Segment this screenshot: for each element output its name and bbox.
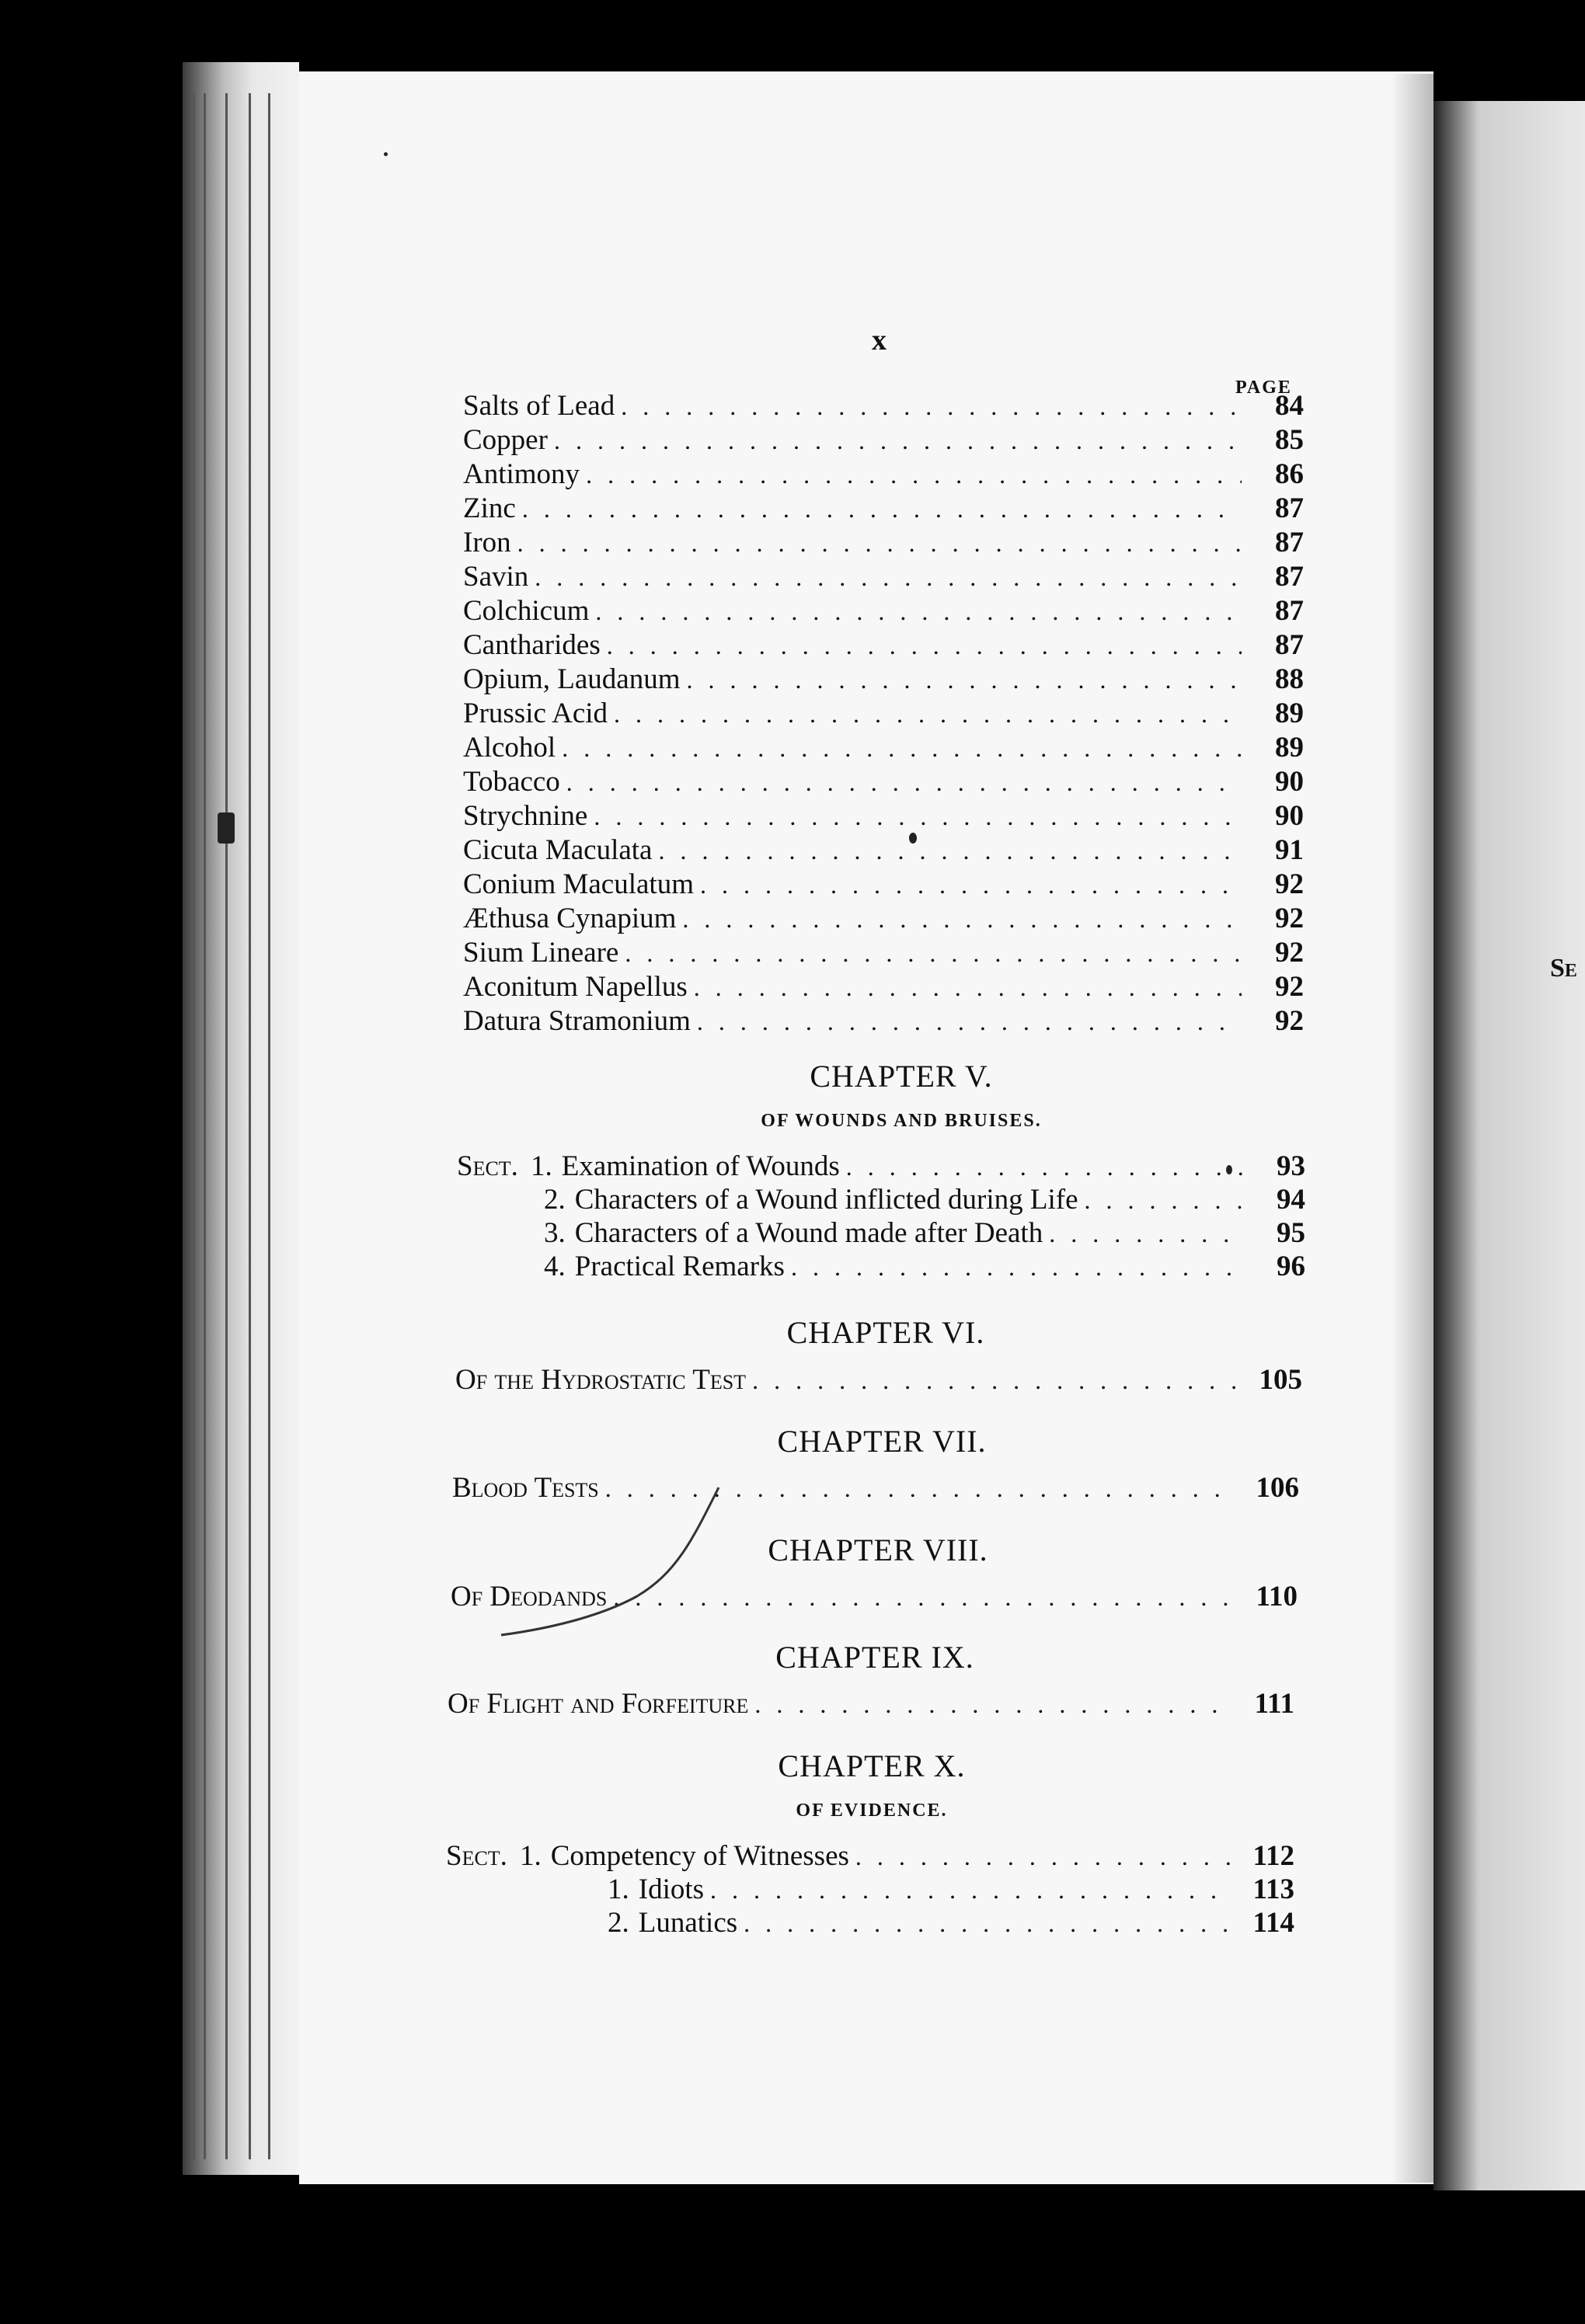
toc-entry-page: 92 — [1275, 971, 1304, 1003]
leader-dots — [754, 1690, 1232, 1719]
section-entry — [544, 1250, 1305, 1284]
leader-dots — [562, 734, 1242, 763]
leader-dots — [595, 597, 1242, 626]
toc-entry-page: 92 — [1275, 868, 1304, 900]
spine-edge-line — [249, 93, 251, 2159]
chapter-entry-label: Of Deodands — [451, 1581, 608, 1613]
chapter-heading: CHAPTER IX. — [775, 1640, 974, 1675]
section-page: 112 — [1252, 1840, 1294, 1872]
section-number: 1. — [530, 1150, 552, 1182]
toc-entry-label: Strychnine — [463, 800, 588, 832]
toc-entry-label: Prussic Acid — [463, 698, 608, 729]
toc-entry — [463, 1004, 1304, 1038]
ink-speck — [218, 812, 235, 844]
toc-entry — [463, 902, 1304, 936]
toc-entry-label: Savin — [463, 561, 529, 593]
leader-dots — [682, 905, 1242, 934]
toc-entry — [463, 731, 1304, 765]
toc-entry-page: 92 — [1275, 937, 1304, 969]
section-prefix: Sect. — [446, 1840, 507, 1872]
toc-entry-label: Zinc — [463, 492, 516, 524]
pen-stroke-line — [501, 1487, 719, 1635]
ink-speck — [1226, 1165, 1232, 1174]
section-number: 2. — [608, 1907, 629, 1939]
leader-dots — [607, 631, 1242, 660]
leader-dots — [700, 871, 1242, 899]
leader-dots — [658, 837, 1242, 865]
toc-entry — [463, 765, 1304, 799]
toc-entry-label: Alcohol — [463, 732, 556, 764]
leader-dots — [846, 1153, 1243, 1181]
ink-speck — [384, 152, 388, 156]
toc-entry — [463, 526, 1304, 560]
leader-dots — [586, 461, 1242, 489]
pen-stroke-mark — [497, 1480, 730, 1651]
leader-dots — [566, 768, 1242, 797]
page-gutter-shadow — [1391, 74, 1433, 2183]
toc-entry — [463, 628, 1304, 663]
toc-entry — [463, 389, 1304, 423]
ink-speck — [909, 833, 917, 844]
toc-entry-page: 87 — [1275, 527, 1304, 558]
leader-dots — [625, 939, 1242, 968]
chapter-heading: CHAPTER VIII. — [768, 1533, 988, 1567]
section-number: 1. — [519, 1840, 542, 1872]
page-numeral: x — [872, 324, 887, 357]
leader-dots — [710, 1876, 1232, 1905]
toc-entry-page: 89 — [1275, 732, 1304, 764]
leader-dots — [594, 802, 1242, 831]
section-number: 3. — [544, 1217, 566, 1249]
toc-entry-page: 87 — [1275, 595, 1304, 627]
section-page: 113 — [1252, 1873, 1294, 1905]
toc-entry — [463, 697, 1304, 731]
leader-dots — [517, 529, 1242, 558]
leader-dots — [744, 1909, 1232, 1938]
leader-dots — [855, 1842, 1232, 1871]
toc-entry-page: 87 — [1275, 561, 1304, 593]
toc-entry-page: 90 — [1275, 766, 1304, 798]
toc-entry-label: Antimony — [463, 458, 580, 490]
chapter-entry-page: 106 — [1256, 1472, 1299, 1504]
section-page: 94 — [1277, 1184, 1305, 1216]
leader-dots — [614, 700, 1242, 729]
section-number: 4. — [544, 1251, 566, 1282]
chapter-heading: CHAPTER X. — [778, 1748, 966, 1783]
chapter-heading: CHAPTER VII. — [777, 1424, 987, 1459]
toc-entry — [463, 799, 1304, 833]
section-label: Idiots — [638, 1873, 705, 1905]
chapter-entry-page: 105 — [1259, 1364, 1302, 1396]
chapter-entry — [455, 1363, 1302, 1397]
leader-dots — [687, 666, 1242, 694]
section-entry — [457, 1150, 1305, 1184]
toc-entry-page: 88 — [1275, 663, 1304, 695]
toc-entry — [463, 492, 1304, 526]
spine-edge-line — [225, 93, 228, 2159]
chapter-heading: CHAPTER V. — [810, 1059, 993, 1094]
toc-entry-label: Aconitum Napellus — [463, 971, 688, 1003]
leader-dots — [697, 1007, 1242, 1036]
section-label: Lunatics — [638, 1907, 738, 1939]
toc-entry — [463, 457, 1304, 492]
chapter-entry-label: Blood Tests — [452, 1472, 599, 1504]
leader-dots — [791, 1253, 1243, 1282]
toc-entry-page: 92 — [1275, 903, 1304, 934]
chapter-subtitle: OF WOUNDS AND BRUISES. — [761, 1111, 1042, 1131]
chapter-entry-label: Of the Hydrostatic Test — [455, 1364, 747, 1396]
toc-entry-page: 86 — [1275, 458, 1304, 490]
section-number: 2. — [544, 1184, 566, 1216]
spine-edge-line — [268, 93, 270, 2159]
chapter-entry-page: 110 — [1256, 1581, 1298, 1613]
spine-edge-line — [204, 93, 206, 2159]
toc-entry-label: Colchicum — [463, 595, 590, 627]
toc-entry-page: 91 — [1275, 834, 1304, 866]
leader-dots — [1049, 1219, 1243, 1248]
toc-entry-page: 92 — [1275, 1005, 1304, 1037]
leader-dots — [752, 1366, 1240, 1395]
toc-entry-label: Æthusa Cynapium — [463, 903, 677, 934]
toc-entry — [463, 936, 1304, 970]
leader-dots — [554, 426, 1242, 455]
toc-entry — [463, 423, 1304, 457]
toc-entry — [463, 663, 1304, 697]
toc-entry-page: 89 — [1275, 698, 1304, 729]
section-page: 96 — [1277, 1251, 1305, 1282]
toc-entry-label: Tobacco — [463, 766, 560, 798]
facing-page-text: Se — [1550, 954, 1577, 983]
toc-entry-label: Copper — [463, 424, 548, 456]
toc-entry-page: 87 — [1275, 492, 1304, 524]
section-page: 95 — [1277, 1217, 1305, 1249]
leader-dots — [522, 495, 1242, 524]
section-number: 1. — [608, 1873, 629, 1905]
page-column-header: PAGE — [1235, 377, 1292, 398]
section-label: Characters of a Wound inflicted during Life — [574, 1184, 1078, 1216]
section-entry — [608, 1906, 1294, 1940]
spine-edge-line — [193, 93, 195, 2159]
toc-entry-label: Opium, Laudanum — [463, 663, 681, 695]
chapter-subtitle: OF EVIDENCE. — [796, 1800, 948, 1821]
section-entry — [544, 1183, 1305, 1217]
toc-entry — [463, 868, 1304, 902]
leader-dots — [694, 973, 1242, 1002]
book-spine-left — [183, 62, 299, 2175]
section-label: Characters of a Wound made after Death — [574, 1217, 1043, 1249]
section-label: Practical Remarks — [574, 1251, 785, 1282]
section-prefix: Sect. — [457, 1150, 518, 1182]
toc-entry-page: 87 — [1275, 629, 1304, 661]
leader-dots — [535, 563, 1242, 592]
section-entry — [544, 1216, 1305, 1251]
toc-entry-label: Iron — [463, 527, 511, 558]
section-label: Competency of Witnesses — [550, 1840, 849, 1872]
chapter-entry-label: Of Flight and Forfeiture — [448, 1688, 749, 1720]
chapter-heading: CHAPTER VI. — [786, 1315, 985, 1350]
toc-entry-page: 84 — [1275, 390, 1304, 422]
section-page: 114 — [1252, 1907, 1294, 1939]
toc-entry — [463, 594, 1304, 628]
section-entry — [608, 1873, 1294, 1907]
section-label: Examination of Wounds — [561, 1150, 840, 1182]
facing-page — [1433, 101, 1585, 2190]
toc-entry — [463, 970, 1304, 1004]
leader-dots — [1085, 1186, 1244, 1215]
toc-entry-page: 85 — [1275, 424, 1304, 456]
toc-entry-label: Cantharides — [463, 629, 601, 661]
toc-entry-label: Conium Maculatum — [463, 868, 694, 900]
toc-entry-label: Datura Stramonium — [463, 1005, 691, 1037]
chapter-entry — [448, 1687, 1294, 1721]
toc-entry — [463, 560, 1304, 594]
toc-entry-label: Cicuta Maculata — [463, 834, 653, 866]
toc-entry-label: Salts of Lead — [463, 390, 615, 422]
section-page: 93 — [1277, 1150, 1305, 1182]
toc-entry-page: 90 — [1275, 800, 1304, 832]
toc-entry — [463, 833, 1304, 868]
section-entry — [446, 1839, 1294, 1873]
toc-entry-label: Sium Lineare — [463, 937, 619, 969]
leader-dots — [621, 392, 1242, 421]
chapter-entry-page: 111 — [1254, 1688, 1294, 1720]
